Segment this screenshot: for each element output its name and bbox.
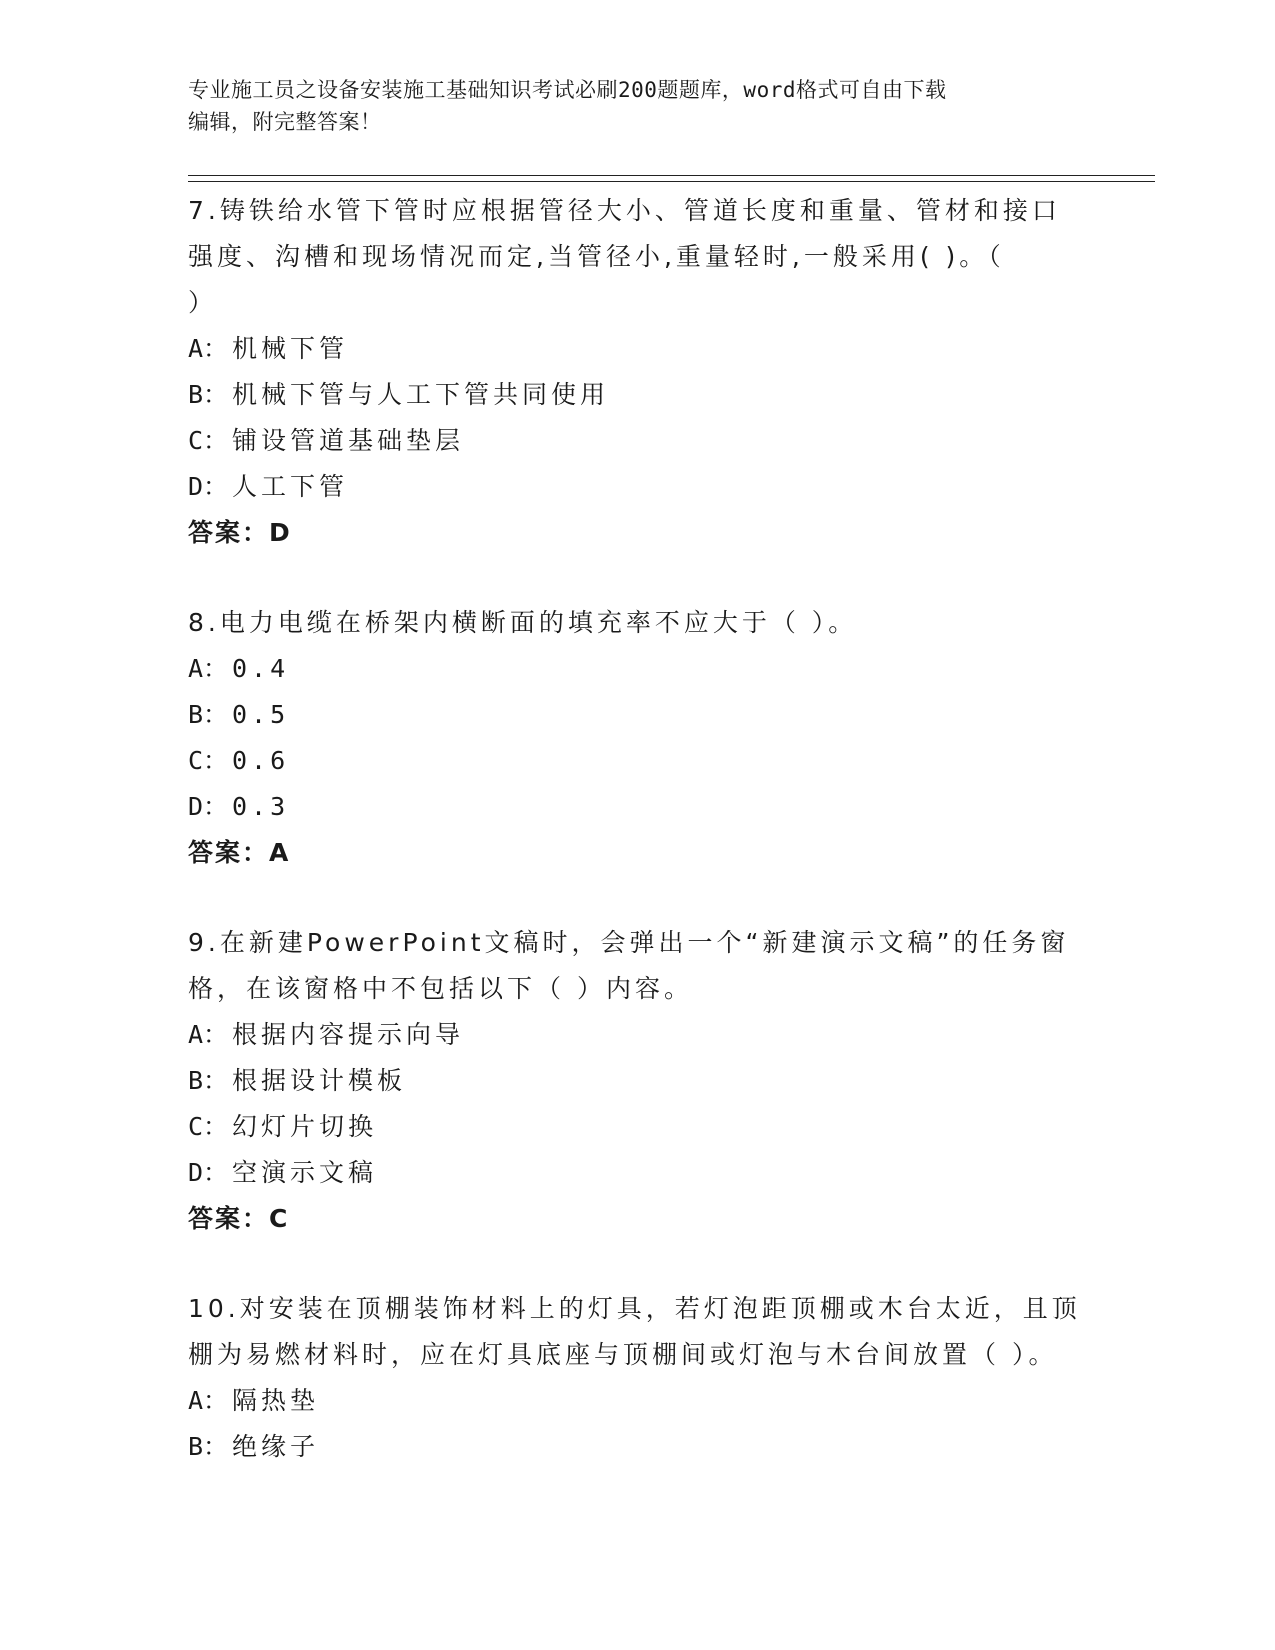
option-d [188, 784, 1088, 830]
header-divider-bottom [188, 181, 1155, 182]
question-text-line: 10.对安装在顶棚装饰材料上的灯具，若灯泡距顶棚或木台太近，且顶 [188, 1294, 1081, 1323]
option-text: 根据设计模板 [232, 1066, 407, 1095]
question-text-line: 9.在新建PowerPoint文稿时，会弹出一个“新建演示文稿”的任务窗 [188, 928, 1070, 957]
question-text-line: 7.铸铁给水管下管时应根据管径大小、管道长度和重量、管材和接口 [188, 196, 1061, 225]
option-text: 隔热垫 [232, 1386, 320, 1415]
option-text: 人工下管 [232, 472, 349, 501]
option-text: 0.3 [232, 792, 290, 821]
option-text: 0.4 [232, 654, 290, 683]
option-text: 0.5 [232, 700, 290, 729]
option-label: C： [188, 1112, 229, 1141]
option-label: A： [188, 1386, 229, 1415]
option-label: C： [188, 426, 229, 455]
option-text: 空演示文稿 [232, 1158, 378, 1187]
option-text: 绝缘子 [232, 1432, 320, 1461]
answer-line: 答案：D [188, 518, 292, 547]
option-label: B： [188, 700, 229, 729]
question-10 [188, 1286, 1088, 1470]
option-label: A： [188, 654, 229, 683]
question-list [188, 188, 1088, 1514]
option-b [188, 692, 1088, 738]
question-text-line: 格，在该窗格中不包括以下（ ）内容。 [188, 974, 693, 1003]
option-text: 0.6 [232, 746, 290, 775]
document-header [188, 74, 1068, 138]
option-label: D： [188, 472, 229, 501]
option-b [188, 1424, 1088, 1470]
option-label: C： [188, 746, 229, 775]
question-text-line: 棚为易燃材料时，应在灯具底座与顶棚间或灯泡与木台间放置（ ）。 [188, 1340, 1058, 1369]
answer-line: 答案：A [188, 838, 291, 867]
option-label: B： [188, 1432, 229, 1461]
option-label: A： [188, 1020, 229, 1049]
option-label: D： [188, 792, 229, 821]
question-9 [188, 920, 1088, 1242]
option-text: 铺设管道基础垫层 [232, 426, 465, 455]
header-line-2: 编辑，附完整答案！ [188, 110, 382, 134]
question-text-line: 强度、沟槽和现场情况而定,当管径小,重量轻时,一般采用( )。（ [188, 242, 1005, 271]
option-a [188, 326, 1088, 372]
option-text: 机械下管与人工下管共同使用 [232, 380, 610, 409]
header-line-1: 专业施工员之设备安装施工基础知识考试必刷200题题库，word格式可自由下载 [188, 78, 947, 102]
option-text: 机械下管 [232, 334, 349, 363]
option-text: 幻灯片切换 [232, 1112, 378, 1141]
option-c [188, 418, 1088, 464]
answer-line: 答案：C [188, 1204, 290, 1233]
question-8 [188, 600, 1088, 876]
question-text-line: 8.电力电缆在桥架内横断面的填充率不应大于（ ）。 [188, 608, 858, 637]
option-a [188, 1012, 1088, 1058]
option-label: B： [188, 380, 229, 409]
question-text-line: ） [188, 288, 218, 317]
option-a [188, 1378, 1088, 1424]
header-divider-top [188, 175, 1155, 176]
question-7 [188, 188, 1088, 556]
option-c [188, 738, 1088, 784]
option-d [188, 1150, 1088, 1196]
option-b [188, 1058, 1088, 1104]
option-b [188, 372, 1088, 418]
option-c [188, 1104, 1088, 1150]
option-a [188, 646, 1088, 692]
option-d [188, 464, 1088, 510]
option-label: A： [188, 334, 229, 363]
option-label: D： [188, 1158, 229, 1187]
option-label: B： [188, 1066, 229, 1095]
option-text: 根据内容提示向导 [232, 1020, 465, 1049]
